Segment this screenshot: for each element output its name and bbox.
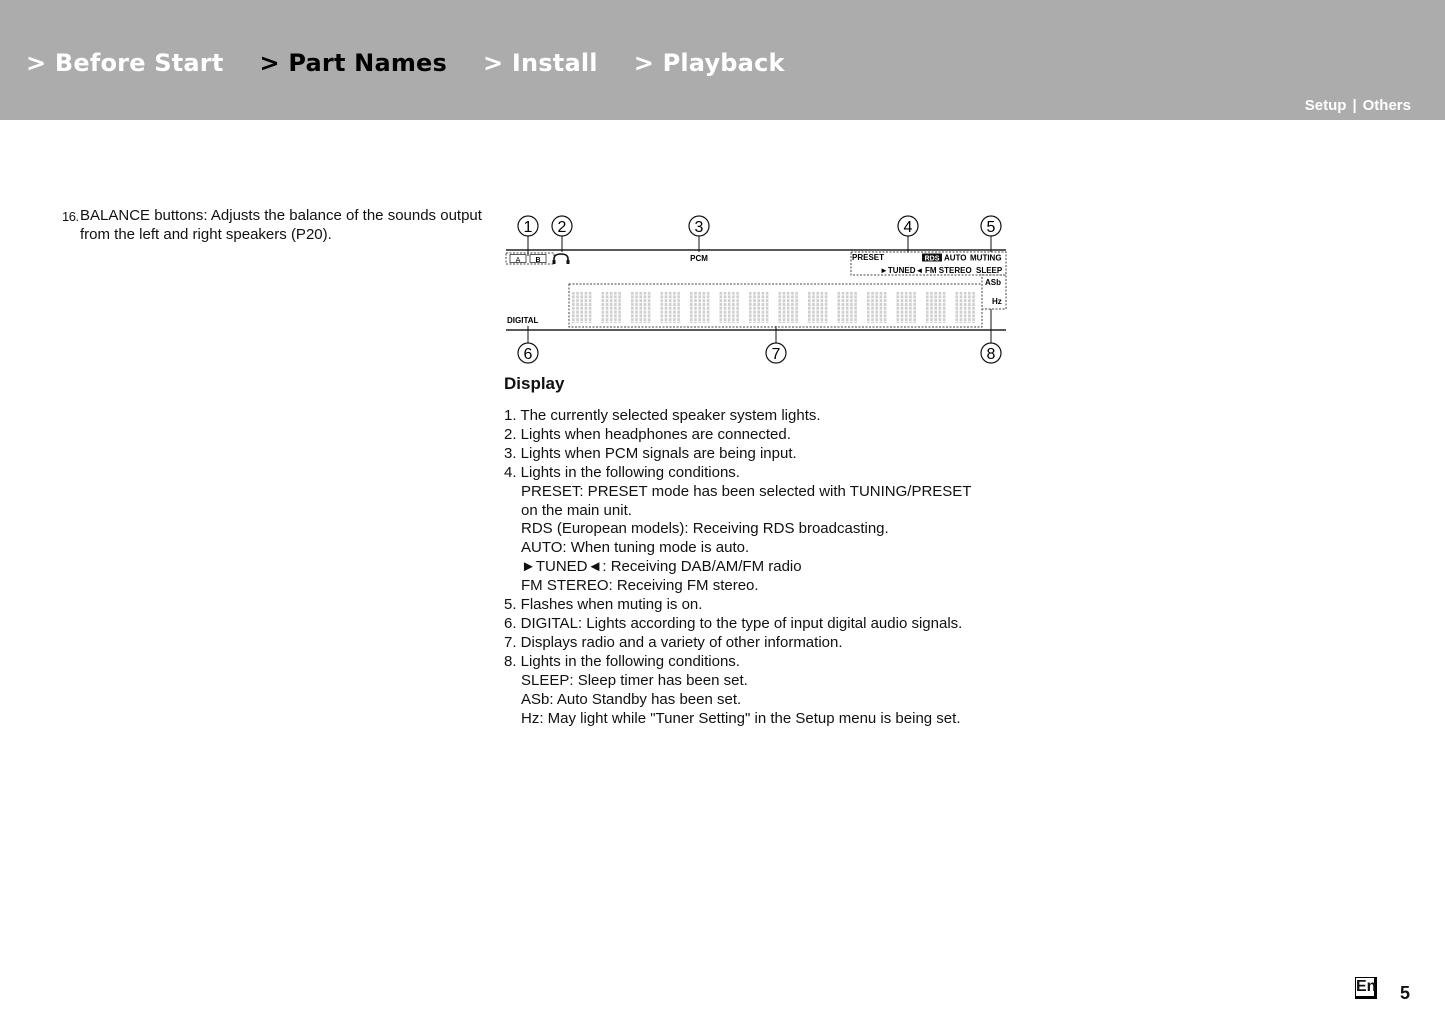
character-cell — [749, 292, 768, 323]
character-cells — [572, 292, 975, 323]
pcm-indicator: PCM — [690, 254, 708, 263]
svg-text:4: 4 — [903, 219, 913, 236]
character-cell — [720, 292, 739, 323]
character-cell — [661, 292, 680, 323]
item-number: 16. — [62, 209, 79, 224]
callout-4 — [898, 216, 918, 252]
tuned-indicator: ►TUNED◄ — [880, 266, 924, 275]
list-subline: RDS (European models): Receiving RDS broadcasting. — [521, 520, 889, 538]
asb-indicator: ASb — [985, 278, 1001, 287]
speaker-a-indicator: A — [515, 257, 521, 264]
fm-stereo-indicator: FM STEREO — [925, 266, 972, 275]
character-cell — [690, 292, 709, 323]
character-cell — [808, 292, 827, 323]
list-subline: on the main unit. — [521, 501, 632, 519]
list-item: 4. Lights in the following conditions. — [504, 463, 740, 481]
headphones-icon — [553, 254, 570, 264]
nav-playback[interactable]: > Playback — [633, 49, 785, 77]
speaker-b-indicator: B — [535, 257, 541, 264]
svg-text:1: 1 — [523, 219, 533, 236]
character-cell — [926, 292, 945, 323]
list-item: 6. DIGITAL: Lights according to the type of input digital audio signals. — [504, 614, 963, 632]
list-subline: FM STEREO: Receiving FM stereo. — [521, 577, 759, 595]
character-cell — [631, 292, 650, 323]
balance-buttons-item — [62, 206, 482, 244]
callout-7 — [766, 326, 786, 363]
item-description: BALANCE buttons: Adjusts the balance of the sounds output from the left and right speakers (P20). — [80, 207, 482, 243]
display-illustration — [500, 208, 1015, 370]
list-item: 3. Lights when PCM signals are being input. — [504, 444, 797, 462]
nav-part-names[interactable]: > Part Names — [259, 49, 448, 77]
character-cell — [867, 292, 886, 323]
list-subline: Hz: May light while "Tuner Setting" in the Setup menu is being set. — [521, 709, 961, 727]
sleep-indicator: SLEEP — [976, 266, 1003, 275]
list-subline: PRESET: PRESET mode has been selected with TUNING/PRESET — [521, 482, 972, 500]
list-item: 2. Lights when headphones are connected. — [504, 425, 791, 443]
list-subline: AUTO: When tuning mode is auto. — [521, 539, 750, 557]
callout-8 — [981, 309, 1001, 363]
display-description-list — [504, 407, 1024, 728]
svg-text:8: 8 — [986, 346, 996, 363]
callout-5 — [981, 216, 1001, 252]
preset-indicator: PRESET — [852, 253, 885, 262]
sub-navigation — [1305, 97, 1411, 114]
list-item: 7. Displays radio and a variety of other information. — [504, 633, 843, 651]
list-subline: ►TUNED◄: Receiving DAB/AM/FM radio — [521, 558, 802, 576]
nav-before-start[interactable]: > Before Start — [26, 49, 224, 77]
character-cell — [572, 292, 591, 323]
character-cell — [956, 292, 975, 323]
page-number: 5 — [1400, 983, 1411, 1003]
section-nav — [26, 49, 821, 77]
rds-indicator: RDS — [924, 255, 940, 263]
character-cell — [838, 292, 857, 323]
list-item: 5. Flashes when muting is on. — [504, 596, 703, 614]
display-diagram — [500, 208, 1015, 370]
digital-indicator: DIGITAL — [507, 316, 539, 325]
svg-text:6: 6 — [523, 346, 533, 363]
nav-others[interactable]: Others — [1362, 97, 1411, 114]
svg-text:7: 7 — [771, 346, 781, 363]
hz-indicator: Hz — [992, 297, 1002, 306]
display-section-title: Display — [504, 374, 565, 393]
nav-setup[interactable]: Setup — [1304, 97, 1347, 114]
list-item: 1. The currently selected speaker system lights. — [504, 407, 821, 424]
character-cell — [602, 292, 621, 323]
callout-6 — [518, 326, 538, 363]
language-badge: En — [1355, 977, 1377, 999]
list-subline: SLEEP: Sleep timer has been set. — [521, 671, 748, 689]
auto-indicator: AUTO — [944, 253, 967, 263]
nav-install[interactable]: > Install — [483, 49, 598, 77]
character-cell — [779, 292, 798, 323]
muting-indicator: MUTING — [970, 253, 1002, 263]
callout-3 — [689, 216, 709, 252]
svg-text:5: 5 — [986, 219, 996, 236]
list-subline: ASb: Auto Standby has been set. — [521, 690, 742, 708]
character-display — [569, 284, 982, 327]
subnav-separator: | — [1352, 97, 1357, 114]
svg-text:3: 3 — [694, 219, 704, 236]
character-cell — [897, 292, 916, 323]
list-item: 8. Lights in the following conditions. — [504, 652, 740, 670]
top-navigation-bar — [0, 0, 1445, 120]
callout-2 — [552, 216, 572, 252]
svg-text:2: 2 — [557, 219, 567, 236]
